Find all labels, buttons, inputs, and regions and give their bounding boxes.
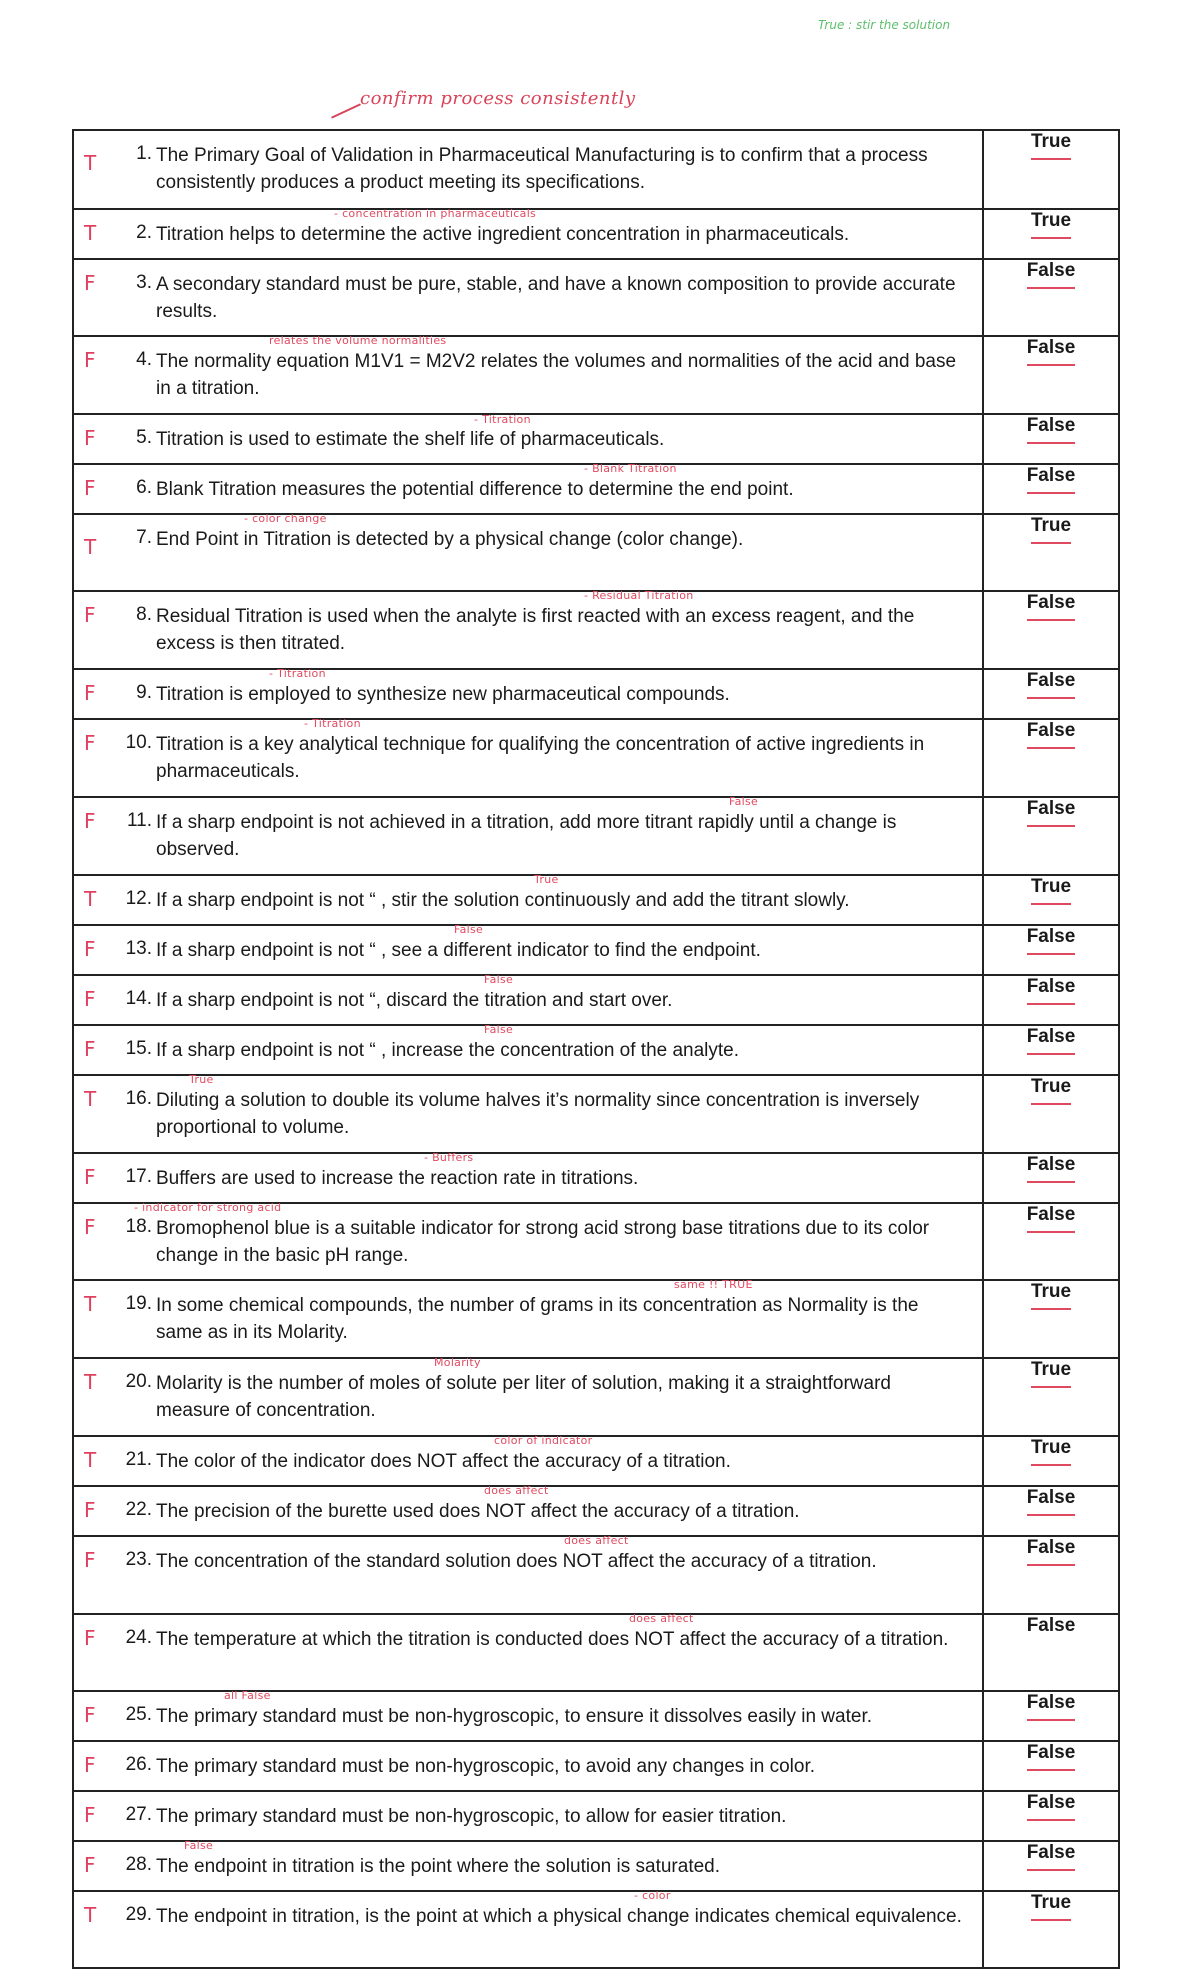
table-row [73, 514, 1119, 591]
table-row [73, 669, 1119, 719]
question-text: Residual Titration is used when the analyte is first reacted with an excess reagent, and the excess is then titrated. [156, 606, 915, 654]
question-number: 3. [136, 272, 152, 293]
answer-cell [983, 669, 1119, 719]
question-text: If a sharp endpoint is not “ , stir the solution continuously and add the titrant slowly. [156, 890, 850, 911]
handwritten-tf-mark: F [84, 348, 96, 372]
answer-label: False [1027, 926, 1076, 955]
handwritten-tf-mark: F [84, 987, 96, 1011]
handwritten-annotation: Molarity [434, 1356, 481, 1369]
handwritten-annotation: - Blank Titration [584, 462, 677, 475]
question-cell [73, 1436, 983, 1486]
question-cell [73, 1791, 983, 1841]
answer-cell [983, 1358, 1119, 1436]
question-number: 5. [136, 427, 152, 448]
table-row [73, 1791, 1119, 1841]
question-text: In some chemical compounds, the number of grams in its concentration as Normality is the same as in its Molarity. [156, 1295, 919, 1343]
table-body [73, 130, 1119, 1968]
answer-cell [983, 591, 1119, 669]
answer-label: False [1027, 1154, 1076, 1183]
question-cell [73, 464, 983, 514]
question-cell [73, 1614, 983, 1691]
question-cell [73, 130, 983, 209]
question-text: Titration is a key analytical technique for qualifying the concentration of active ingredients in pharmaceuticals. [156, 734, 925, 782]
question-text: The primary standard must be non-hygroscopic, to avoid any changes in color. [156, 1756, 816, 1777]
table-row [73, 1153, 1119, 1203]
handwritten-tf-mark: F [84, 1548, 96, 1572]
question-text: Titration is employed to synthesize new pharmaceutical compounds. [156, 684, 730, 705]
question-number: 16. [125, 1088, 152, 1109]
question-cell [73, 1841, 983, 1891]
answer-cell [983, 464, 1119, 514]
handwritten-tf-mark: T [84, 151, 97, 175]
question-cell [73, 514, 983, 591]
handwritten-annotation: False [184, 1839, 214, 1852]
answer-label: False [1027, 976, 1076, 1005]
answer-cell [983, 414, 1119, 464]
table-row [73, 1486, 1119, 1536]
handwritten-annotation: False [484, 973, 514, 986]
handwritten-tf-mark: F [84, 1753, 96, 1777]
handwritten-tf-mark: F [84, 1498, 96, 1522]
table-row [73, 130, 1119, 209]
answer-cell [983, 1536, 1119, 1614]
question-cell [73, 591, 983, 669]
answer-cell [983, 1025, 1119, 1075]
question-cell [73, 1536, 983, 1614]
answer-label: False [1027, 670, 1076, 699]
question-number: 22. [125, 1499, 152, 1520]
handwritten-annotation: - color change [244, 512, 327, 525]
answer-label: True [1031, 131, 1071, 160]
question-number: 28. [125, 1854, 152, 1875]
answer-cell [983, 1791, 1119, 1841]
handwritten-annotation: - Buffers [424, 1151, 474, 1164]
handwritten-tf-mark: T [84, 1370, 97, 1394]
answer-label: True [1031, 210, 1071, 239]
answer-label: False [1027, 415, 1076, 444]
handwritten-tf-mark: F [84, 1165, 96, 1189]
answer-cell [983, 514, 1119, 591]
answer-cell [983, 1486, 1119, 1536]
true-false-table [72, 129, 1120, 1969]
handwritten-annotation: all False [224, 1689, 271, 1702]
question-number: 26. [125, 1754, 152, 1775]
table-row [73, 414, 1119, 464]
handwritten-tf-mark: T [84, 1448, 97, 1472]
table-row [73, 1841, 1119, 1891]
question-cell [73, 1153, 983, 1203]
question-text: Diluting a solution to double its volume halves it’s normality since concentration is inversely proportional to volume. [156, 1090, 920, 1138]
handwritten-tf-mark: F [84, 681, 96, 705]
question-text: A secondary standard must be pure, stable, and have a known composition to provide accurate results. [156, 274, 956, 322]
handwritten-tf-mark: F [84, 603, 96, 627]
answer-cell [983, 1741, 1119, 1791]
table-row [73, 1203, 1119, 1280]
question-number: 13. [125, 938, 152, 959]
handwritten-tf-mark: F [84, 476, 96, 500]
answer-label: False [1027, 1792, 1076, 1821]
handwritten-tf-mark: T [84, 1292, 97, 1316]
answer-cell [983, 925, 1119, 975]
table-row [73, 719, 1119, 797]
answer-cell [983, 1891, 1119, 1968]
question-number: 18. [125, 1216, 152, 1237]
question-text: Blank Titration measures the potential difference to determine the end point. [156, 479, 794, 500]
table-row [73, 1358, 1119, 1436]
handwritten-tf-mark: F [84, 271, 96, 295]
question-cell [73, 1741, 983, 1791]
answer-label: False [1027, 1692, 1076, 1721]
table-row [73, 1691, 1119, 1741]
answer-cell [983, 209, 1119, 259]
question-number: 12. [125, 888, 152, 909]
question-number: 23. [125, 1549, 152, 1570]
handwritten-tf-mark: F [84, 1215, 96, 1239]
handwritten-annotation: False [484, 1023, 514, 1036]
table-row [73, 1436, 1119, 1486]
answer-label: True [1031, 1892, 1071, 1921]
handwritten-annotation: - Titration [304, 717, 361, 730]
question-text: The primary standard must be non-hygroscopic, to allow for easier titration. [156, 1806, 787, 1827]
handwritten-annotation: relates the volume normalities [269, 334, 447, 347]
table-row [73, 1536, 1119, 1614]
question-cell [73, 1203, 983, 1280]
answer-label: True [1031, 876, 1071, 905]
question-cell [73, 1025, 983, 1075]
table-row [73, 1280, 1119, 1358]
answer-cell [983, 1614, 1119, 1691]
handwritten-top-note: True : stir the solution [818, 18, 951, 32]
answer-cell [983, 1691, 1119, 1741]
answer-label: False [1027, 337, 1076, 366]
question-number: 1. [136, 143, 152, 164]
answer-cell [983, 1075, 1119, 1153]
handwritten-annotation: does affect [629, 1612, 694, 1625]
table-row [73, 209, 1119, 259]
question-cell [73, 875, 983, 925]
question-number: 11. [126, 810, 152, 831]
question-text: The primary standard must be non-hygroscopic, to ensure it dissolves easily in water. [156, 1706, 872, 1727]
question-cell [73, 1280, 983, 1358]
answer-label: True [1031, 1281, 1071, 1310]
answer-label: False [1027, 592, 1076, 621]
table-row [73, 1075, 1119, 1153]
answer-label: False [1027, 1026, 1076, 1055]
table-row [73, 975, 1119, 1025]
answer-label: False [1027, 1742, 1076, 1771]
answer-label: False [1027, 1204, 1076, 1233]
question-cell [73, 669, 983, 719]
handwritten-annotation: - Titration [474, 413, 531, 426]
question-cell [73, 797, 983, 875]
handwritten-annotation: does affect [484, 1484, 549, 1497]
annotation-tick-mark [331, 103, 361, 118]
question-text: If a sharp endpoint is not “, discard the titration and start over. [156, 990, 673, 1011]
question-number: 8. [136, 604, 152, 625]
table-row [73, 464, 1119, 514]
handwritten-tf-mark: F [84, 1853, 96, 1877]
question-number: 20. [125, 1371, 152, 1392]
question-cell [73, 1891, 983, 1968]
question-number: 21. [125, 1449, 152, 1470]
handwritten-annotation: color of indicator [494, 1434, 593, 1447]
question-text: The temperature at which the titration is conducted does NOT affect the accuracy of a titration. [156, 1629, 949, 1650]
question-text: Bromophenol blue is a suitable indicator for strong acid strong base titrations due to its color change in the basic pH range. [156, 1218, 930, 1266]
question-cell [73, 259, 983, 336]
answer-label: False [1027, 1842, 1076, 1871]
handwritten-tf-mark: F [84, 1626, 96, 1650]
question-number: 9. [136, 682, 152, 703]
question-text: The Primary Goal of Validation in Pharmaceutical Manufacturing is to confirm that a process consistently produces a product meeting its specifications. [156, 145, 928, 193]
answer-label: False [1026, 1615, 1076, 1636]
answer-label: True [1031, 1437, 1071, 1466]
answer-cell [983, 719, 1119, 797]
handwritten-title-note: confirm process consistently [360, 88, 636, 109]
question-number: 6. [136, 477, 152, 498]
question-text: The precision of the burette used does NOT affect the accuracy of a titration. [156, 1501, 800, 1522]
table-row [73, 259, 1119, 336]
question-cell [73, 925, 983, 975]
handwritten-annotation: True [534, 873, 559, 886]
table-row [73, 1741, 1119, 1791]
question-text: The concentration of the standard solution does NOT affect the accuracy of a titration. [156, 1551, 877, 1572]
handwritten-tf-mark: T [84, 1087, 97, 1111]
answer-cell [983, 1436, 1119, 1486]
question-text: The normality equation M1V1 = M2V2 relates the volumes and normalities of the acid and base in a titration. [156, 351, 957, 399]
question-number: 24. [125, 1627, 152, 1648]
question-cell [73, 719, 983, 797]
question-number: 17. [125, 1166, 152, 1187]
question-cell [73, 1358, 983, 1436]
handwritten-annotation: False [729, 795, 759, 808]
question-text: If a sharp endpoint is not achieved in a titration, add more titrant rapidly until a change is observed. [156, 812, 897, 860]
question-text: The color of the indicator does NOT affect the accuracy of a titration. [156, 1451, 731, 1472]
question-number: 27. [125, 1804, 152, 1825]
question-cell [73, 1075, 983, 1153]
answer-label: False [1027, 260, 1076, 289]
table-row [73, 591, 1119, 669]
handwritten-tf-mark: T [84, 535, 97, 559]
answer-label: False [1027, 720, 1076, 749]
answer-cell [983, 1841, 1119, 1891]
handwritten-annotation: - Residual Titration [584, 589, 694, 602]
question-text: Molarity is the number of moles of solute per liter of solution, making it a straightforward measure of concentration. [156, 1373, 891, 1421]
question-text: Titration helps to determine the active ingredient concentration in pharmaceuticals. [156, 224, 850, 245]
answer-label: True [1031, 1076, 1071, 1105]
question-number: 4. [136, 349, 152, 370]
question-number: 19. [125, 1293, 152, 1314]
question-text: Titration is used to estimate the shelf life of pharmaceuticals. [156, 429, 665, 450]
question-cell [73, 414, 983, 464]
question-number: 7. [136, 527, 152, 548]
table-row [73, 1025, 1119, 1075]
question-cell [73, 209, 983, 259]
handwritten-annotation: same !! TRUE [674, 1278, 753, 1291]
table-row [73, 336, 1119, 414]
handwritten-annotation: True [189, 1073, 214, 1086]
question-text: The endpoint in titration, is the point at which a physical change indicates chemical equivalence. [156, 1906, 962, 1927]
answer-label: True [1031, 515, 1071, 544]
answer-cell [983, 1280, 1119, 1358]
question-text: Buffers are used to increase the reaction rate in titrations. [156, 1168, 639, 1189]
handwritten-annotation: - concentration in pharmaceuticals [334, 207, 537, 220]
question-cell [73, 975, 983, 1025]
question-number: 14. [125, 988, 152, 1009]
answer-label: False [1027, 1487, 1076, 1516]
question-number: 10. [125, 732, 152, 753]
question-number: 29. [125, 1904, 152, 1925]
handwritten-tf-mark: T [84, 1903, 97, 1927]
table-row [73, 1614, 1119, 1691]
handwritten-tf-mark: F [84, 1703, 96, 1727]
question-cell [73, 1486, 983, 1536]
answer-cell [983, 975, 1119, 1025]
answer-label: False [1027, 798, 1076, 827]
handwritten-tf-mark: F [84, 809, 96, 833]
handwritten-tf-mark: T [84, 221, 97, 245]
handwritten-annotation: - color [634, 1889, 671, 1902]
answer-cell [983, 1203, 1119, 1280]
handwritten-tf-mark: F [84, 731, 96, 755]
answer-cell [983, 875, 1119, 925]
question-text: End Point in Titration is detected by a physical change (color change). [156, 529, 744, 550]
question-cell [73, 336, 983, 414]
question-number: 2. [136, 222, 152, 243]
handwritten-tf-mark: F [84, 1803, 96, 1827]
answer-cell [983, 259, 1119, 336]
handwritten-tf-mark: F [84, 1037, 96, 1061]
answer-label: False [1027, 465, 1076, 494]
answer-cell [983, 130, 1119, 209]
handwritten-annotation: - Titration [269, 667, 326, 680]
table-row [73, 797, 1119, 875]
answer-label: True [1031, 1359, 1071, 1388]
question-text: If a sharp endpoint is not “ , increase the concentration of the analyte. [156, 1040, 740, 1061]
table-row [73, 1891, 1119, 1968]
handwritten-annotation: - indicator for strong acid [134, 1201, 282, 1214]
question-text: If a sharp endpoint is not “ , see a different indicator to find the endpoint. [156, 940, 761, 961]
handwritten-tf-mark: T [84, 887, 97, 911]
answer-cell [983, 336, 1119, 414]
handwritten-annotation: False [454, 923, 484, 936]
handwritten-tf-mark: F [84, 937, 96, 961]
question-text: The endpoint in titration is the point where the solution is saturated. [156, 1856, 721, 1877]
question-number: 15. [125, 1038, 152, 1059]
table-row [73, 925, 1119, 975]
answer-cell [983, 797, 1119, 875]
answer-label: False [1027, 1537, 1076, 1566]
handwritten-tf-mark: F [84, 426, 96, 450]
table-row [73, 875, 1119, 925]
question-cell [73, 1691, 983, 1741]
handwritten-annotation: does affect [564, 1534, 629, 1547]
question-number: 25. [125, 1704, 152, 1725]
answer-cell [983, 1153, 1119, 1203]
